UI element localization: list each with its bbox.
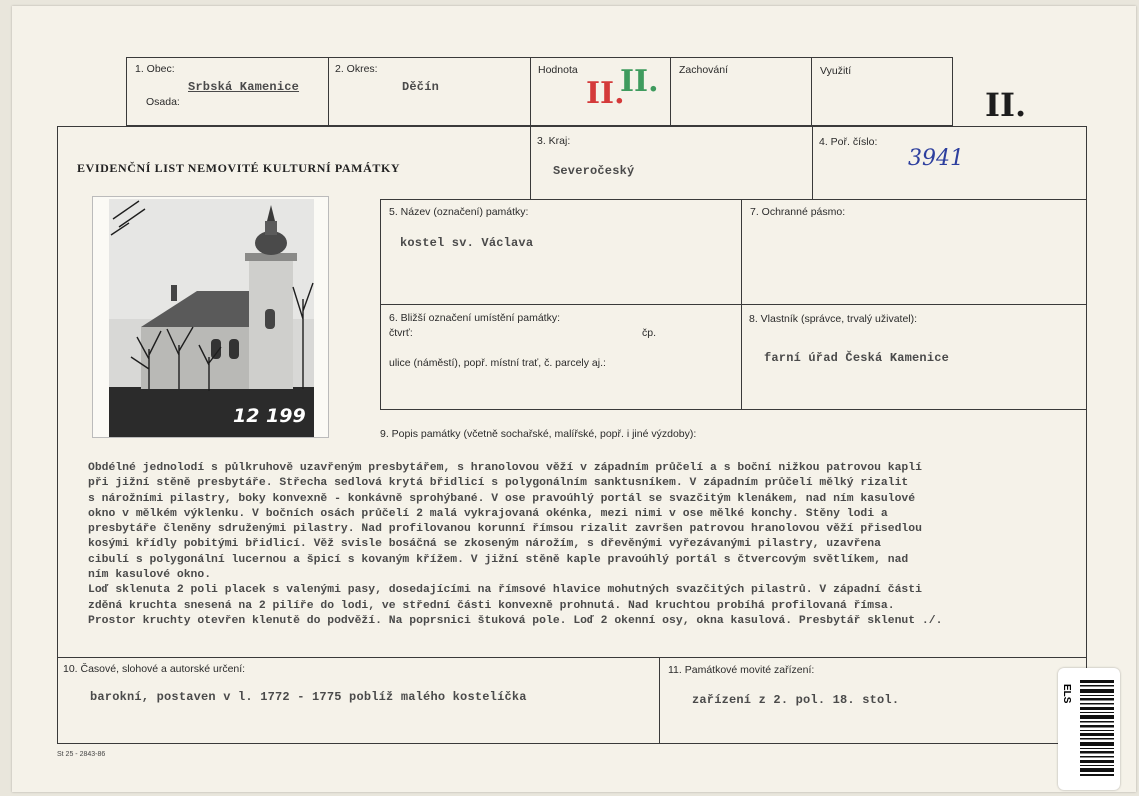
form-code: St 25 - 2843-86 xyxy=(57,751,106,758)
kraj-value: Severočeský xyxy=(553,164,635,178)
corner-mark: II. xyxy=(985,86,1027,124)
movite-zarizeni-label: 11. Památkové movité zařízení: xyxy=(668,664,815,676)
vyuziti-label: Využití xyxy=(820,65,852,77)
photo-frame xyxy=(92,196,329,438)
popis-line: Obdélné jednolodí s půlkruhově uzavřeným presbytářem, s hranolovou věží v západním průčelí a s boční nižkou patrovou kaplí xyxy=(88,462,922,474)
photo-number: 12 199 xyxy=(233,405,306,427)
church-photo xyxy=(109,199,314,437)
ulice-label: ulice (náměstí), popř. místní trať, č. parcely aj.: xyxy=(389,357,606,369)
okres-value: Děčín xyxy=(402,80,440,94)
barcode-icon xyxy=(1080,680,1114,776)
por-cislo-value: 3941 xyxy=(908,146,964,171)
kraj-cell xyxy=(530,126,813,200)
popis-line: Loď sklenuta 2 poli placek s valenými pasy, dosedajícími na římsové hlavice mohutných svazčitých pilastrů. V západní části xyxy=(88,584,922,597)
okres-label: 2. Okres: xyxy=(335,63,378,75)
obec-value: Srbská Kamenice xyxy=(188,80,300,94)
popis-line: Prostor kruchty otevřen klenutě do podvěží. Na poprsnici štuková pole. Loď 2 okenní osy, okna kasulová. Presbytář sklenut ./. xyxy=(88,614,943,627)
popis-line: okno v mělkém výklenku. V bočních osách průčelí 2 malá vykrajovaná okénka, mezi nimi v ose mělké konchy. Stěny lodi a xyxy=(88,507,888,520)
vlastnik-value: farní úřad Česká Kamenice xyxy=(764,351,950,365)
cp-label: čp. xyxy=(642,327,657,339)
form-title: EVIDENČNÍ LIST NEMOVITÉ KULTURNÍ PAMÁTKY xyxy=(77,161,401,175)
casove-urceni-value: barokní, postaven v l. 1772 - 1775 poblíž malého kostelíčka xyxy=(90,690,527,704)
popis-line: cibulí s polygonální lucernou a špicí s kovaným křížem. V jižní stěně kaple pravoúhlý portál s čtvercovým světlíkem, nad xyxy=(88,553,909,566)
popis-line: presbytáře členěny sdruženými pilastry. Nad profilovanou korunní římsou rizalit završen patrovou hranolovou věží přisedlou xyxy=(88,523,922,536)
osada-label: Osada: xyxy=(146,96,180,108)
popis-label: 9. Popis památky (včetně sochařské, malířské, popř. i jiné výzdoby): xyxy=(380,428,697,440)
barcode-label: ELS xyxy=(1061,684,1072,704)
nazev-value: kostel sv. Václava xyxy=(400,236,534,250)
popis-line: s nárožními pilastry, boky konvexně - konkávně sprohýbané. V ose pravoúhlý portál se svazčitým klenákem, nad ním kasulové xyxy=(88,492,916,505)
kraj-label: 3. Kraj: xyxy=(537,135,571,147)
hodnota-mark-green: II. xyxy=(620,64,659,99)
casove-urceni-label: 10. Časové, slohové a autorské určení: xyxy=(63,663,246,675)
nazev-label: 5. Název (označení) památky: xyxy=(389,206,529,218)
ochranne-pasmo-label: 7. Ochranné pásmo: xyxy=(750,206,846,218)
obec-label: 1. Obec: xyxy=(135,63,175,75)
popis-text xyxy=(88,461,1078,629)
umisteni-label: 6. Bližší označení umístění památky: xyxy=(389,312,560,324)
vlastnik-label: 8. Vlastník (správce, trvalý uživatel): xyxy=(749,313,918,325)
zachovani-label: Zachování xyxy=(679,64,729,76)
popis-line: ním kasulové okno. xyxy=(88,569,212,582)
popis-line: při jižní stěně presbytáře. Střecha sedlová krytá břidlicí s polygonálním sanktusníkem. V západním průčelí mělký rizalit xyxy=(88,477,909,490)
popis-line: kosými křídly pobitými břidlicí. Věž svisle bosáčná se zkoseným nárožím, s dřevěnými vyřezávanými pilastry, uzavřena xyxy=(88,538,881,551)
movite-zarizeni-value: zařízení z 2. pol. 18. stol. xyxy=(692,693,900,707)
barcode-sticker xyxy=(1058,668,1120,790)
hodnota-label: Hodnota xyxy=(538,64,578,76)
ctvrt-label: čtvrť: xyxy=(389,327,413,339)
hodnota-mark-red: II. xyxy=(586,76,625,111)
popis-line: zděná kruchta snesená na 2 pilíře do lodi, ve střední části konvexně prohnutá. Nad kruchtou probíhá profilovaná římsa. xyxy=(88,599,895,612)
por-cislo-label: 4. Poř. číslo: xyxy=(819,136,878,148)
